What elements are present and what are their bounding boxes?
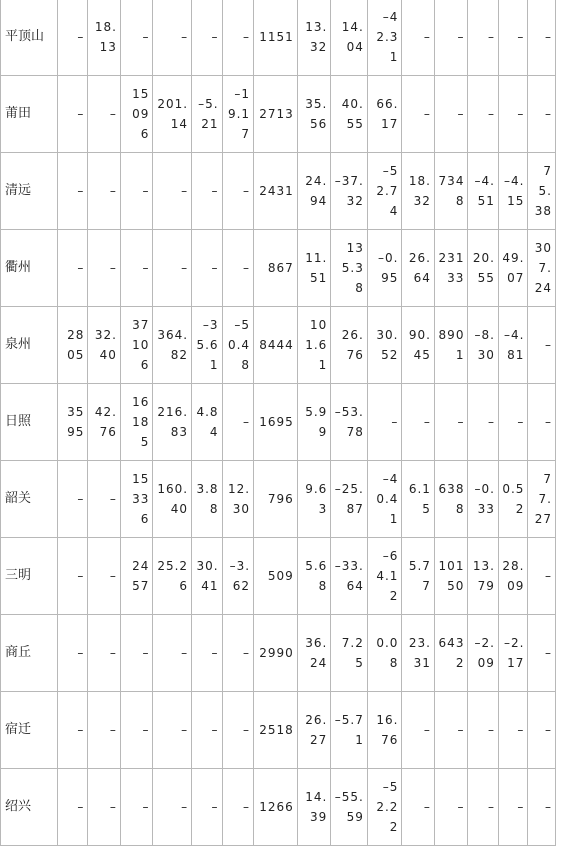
- value-cell: 307.24: [528, 230, 556, 307]
- value-cell: –: [528, 538, 556, 615]
- value-cell: 2990: [254, 615, 298, 692]
- value-cell: –: [153, 769, 192, 846]
- value-cell: 36.24: [297, 615, 331, 692]
- value-cell: –42.31: [367, 0, 402, 76]
- value-cell: 14.39: [297, 769, 331, 846]
- value-cell: –: [222, 692, 254, 769]
- value-cell: –: [88, 615, 121, 692]
- value-cell: –: [468, 769, 498, 846]
- city-name-cell: 商丘: [1, 615, 58, 692]
- value-cell: –25.87: [331, 461, 368, 538]
- value-cell: 26.64: [402, 230, 435, 307]
- value-cell: 2713: [254, 76, 298, 153]
- table-row: [1, 615, 556, 692]
- value-cell: –: [498, 76, 527, 153]
- value-cell: –33.64: [331, 538, 368, 615]
- value-cell: –: [222, 153, 254, 230]
- value-cell: –: [528, 692, 556, 769]
- value-cell: –52.22: [367, 769, 402, 846]
- value-cell: 26.27: [297, 692, 331, 769]
- value-cell: –: [120, 615, 153, 692]
- value-cell: –: [528, 307, 556, 384]
- value-cell: –: [498, 384, 527, 461]
- value-cell: –: [222, 769, 254, 846]
- value-cell: 40.55: [331, 76, 368, 153]
- city-name-cell: 宿迁: [1, 692, 58, 769]
- value-cell: –55.59: [331, 769, 368, 846]
- value-cell: 32.40: [88, 307, 121, 384]
- table-row: [1, 384, 556, 461]
- value-cell: –5.71: [331, 692, 368, 769]
- value-cell: 1266: [254, 769, 298, 846]
- value-cell: 0.52: [498, 461, 527, 538]
- value-cell: –4.15: [498, 153, 527, 230]
- value-cell: –: [192, 615, 222, 692]
- value-cell: –37.32: [331, 153, 368, 230]
- value-cell: 7348: [434, 153, 468, 230]
- value-cell: –: [120, 692, 153, 769]
- value-cell: 14.04: [331, 0, 368, 76]
- value-cell: 77.27: [528, 461, 556, 538]
- value-cell: –0.33: [468, 461, 498, 538]
- city-name-cell: 绍兴: [1, 769, 58, 846]
- value-cell: –: [367, 384, 402, 461]
- table-row: [1, 153, 556, 230]
- value-cell: –: [57, 230, 87, 307]
- value-cell: 2518: [254, 692, 298, 769]
- value-cell: 18.32: [402, 153, 435, 230]
- value-cell: –3.62: [222, 538, 254, 615]
- table-row: [1, 230, 556, 307]
- city-name-cell: 泉州: [1, 307, 58, 384]
- value-cell: –: [222, 230, 254, 307]
- value-cell: 26.76: [331, 307, 368, 384]
- value-cell: –: [528, 769, 556, 846]
- value-cell: –: [434, 76, 468, 153]
- value-cell: 16.76: [367, 692, 402, 769]
- table-row: [1, 538, 556, 615]
- value-cell: –: [192, 230, 222, 307]
- value-cell: 6.15: [402, 461, 435, 538]
- value-cell: –: [88, 769, 121, 846]
- value-cell: –4.81: [498, 307, 527, 384]
- value-cell: –: [192, 0, 222, 76]
- value-cell: –2.17: [498, 615, 527, 692]
- value-cell: –52.74: [367, 153, 402, 230]
- value-cell: –: [402, 769, 435, 846]
- value-cell: 8901: [434, 307, 468, 384]
- city-name-cell: 平顶山: [1, 0, 58, 76]
- value-cell: –: [88, 76, 121, 153]
- table-row: [1, 692, 556, 769]
- value-cell: –: [153, 153, 192, 230]
- value-cell: 5.77: [402, 538, 435, 615]
- value-cell: –: [222, 615, 254, 692]
- value-cell: –: [88, 153, 121, 230]
- value-cell: –: [434, 0, 468, 76]
- value-cell: –: [57, 0, 87, 76]
- value-cell: 49.07: [498, 230, 527, 307]
- value-cell: 135.38: [331, 230, 368, 307]
- value-cell: 8444: [254, 307, 298, 384]
- value-cell: 216.83: [153, 384, 192, 461]
- value-cell: –64.12: [367, 538, 402, 615]
- value-cell: 201.14: [153, 76, 192, 153]
- value-cell: 30.41: [192, 538, 222, 615]
- value-cell: –: [153, 692, 192, 769]
- value-cell: –: [120, 0, 153, 76]
- value-cell: –0.95: [367, 230, 402, 307]
- value-cell: 0.08: [367, 615, 402, 692]
- value-cell: 7.25: [331, 615, 368, 692]
- value-cell: 4.84: [192, 384, 222, 461]
- value-cell: –: [498, 769, 527, 846]
- value-cell: 1151: [254, 0, 298, 76]
- value-cell: –: [192, 153, 222, 230]
- table-body: [1, 0, 556, 846]
- value-cell: 2805: [57, 307, 87, 384]
- value-cell: 35.56: [297, 76, 331, 153]
- value-cell: –: [192, 769, 222, 846]
- table-row: [1, 307, 556, 384]
- value-cell: –: [192, 692, 222, 769]
- value-cell: –: [120, 769, 153, 846]
- value-cell: –2.09: [468, 615, 498, 692]
- value-cell: –: [57, 461, 87, 538]
- value-cell: –4.51: [468, 153, 498, 230]
- value-cell: 66.17: [367, 76, 402, 153]
- value-cell: –: [57, 615, 87, 692]
- value-cell: 364.82: [153, 307, 192, 384]
- value-cell: 6388: [434, 461, 468, 538]
- value-cell: –: [120, 230, 153, 307]
- value-cell: –: [528, 0, 556, 76]
- value-cell: 11.51: [297, 230, 331, 307]
- value-cell: –5.21: [192, 76, 222, 153]
- value-cell: –: [402, 384, 435, 461]
- value-cell: 867: [254, 230, 298, 307]
- value-cell: –: [57, 153, 87, 230]
- value-cell: 5.99: [297, 384, 331, 461]
- value-cell: 25.26: [153, 538, 192, 615]
- table-row: [1, 769, 556, 846]
- value-cell: 3.88: [192, 461, 222, 538]
- value-cell: –53.78: [331, 384, 368, 461]
- value-cell: –: [468, 0, 498, 76]
- value-cell: 16185: [120, 384, 153, 461]
- value-cell: 15336: [120, 461, 153, 538]
- value-cell: 6432: [434, 615, 468, 692]
- value-cell: 13.79: [468, 538, 498, 615]
- value-cell: –: [88, 538, 121, 615]
- value-cell: 28.09: [498, 538, 527, 615]
- value-cell: –: [222, 384, 254, 461]
- value-cell: –8.30: [468, 307, 498, 384]
- value-cell: –: [402, 692, 435, 769]
- value-cell: 796: [254, 461, 298, 538]
- city-name-cell: 莆田: [1, 76, 58, 153]
- city-name-cell: 韶关: [1, 461, 58, 538]
- value-cell: –: [222, 0, 254, 76]
- value-cell: 20.55: [468, 230, 498, 307]
- value-cell: –: [153, 230, 192, 307]
- value-cell: 9.63: [297, 461, 331, 538]
- value-cell: 509: [254, 538, 298, 615]
- value-cell: 15096: [120, 76, 153, 153]
- value-cell: –: [528, 76, 556, 153]
- value-cell: –: [468, 384, 498, 461]
- value-cell: –: [88, 461, 121, 538]
- value-cell: 18.13: [88, 0, 121, 76]
- city-name-cell: 三明: [1, 538, 58, 615]
- value-cell: –: [57, 692, 87, 769]
- value-cell: 13.32: [297, 0, 331, 76]
- value-cell: 37106: [120, 307, 153, 384]
- value-cell: 75.38: [528, 153, 556, 230]
- value-cell: –: [57, 76, 87, 153]
- value-cell: –: [57, 538, 87, 615]
- value-cell: –: [402, 76, 435, 153]
- value-cell: 1695: [254, 384, 298, 461]
- value-cell: 24.94: [297, 153, 331, 230]
- value-cell: –: [153, 0, 192, 76]
- value-cell: 101.61: [297, 307, 331, 384]
- city-name-cell: 日照: [1, 384, 58, 461]
- value-cell: 42.76: [88, 384, 121, 461]
- value-cell: –: [434, 384, 468, 461]
- table-row: [1, 76, 556, 153]
- value-cell: –: [528, 384, 556, 461]
- value-cell: 5.68: [297, 538, 331, 615]
- value-cell: –: [498, 692, 527, 769]
- value-cell: –: [468, 76, 498, 153]
- value-cell: 160.40: [153, 461, 192, 538]
- city-name-cell: 清远: [1, 153, 58, 230]
- value-cell: 23.31: [402, 615, 435, 692]
- value-cell: 90.45: [402, 307, 435, 384]
- value-cell: –40.41: [367, 461, 402, 538]
- value-cell: –: [88, 230, 121, 307]
- table-row: [1, 461, 556, 538]
- value-cell: 10150: [434, 538, 468, 615]
- value-cell: –: [153, 615, 192, 692]
- value-cell: –: [120, 153, 153, 230]
- value-cell: –: [498, 0, 527, 76]
- value-cell: –: [88, 692, 121, 769]
- value-cell: –: [57, 769, 87, 846]
- value-cell: –35.61: [192, 307, 222, 384]
- table-row: [1, 0, 556, 76]
- value-cell: –: [434, 692, 468, 769]
- value-cell: –: [434, 769, 468, 846]
- value-cell: –: [468, 692, 498, 769]
- value-cell: 30.52: [367, 307, 402, 384]
- value-cell: 12.30: [222, 461, 254, 538]
- value-cell: 2431: [254, 153, 298, 230]
- city-name-cell: 衢州: [1, 230, 58, 307]
- value-cell: –19.17: [222, 76, 254, 153]
- value-cell: –: [528, 615, 556, 692]
- value-cell: 2457: [120, 538, 153, 615]
- value-cell: –50.48: [222, 307, 254, 384]
- value-cell: 3595: [57, 384, 87, 461]
- value-cell: 23133: [434, 230, 468, 307]
- value-cell: –: [402, 0, 435, 76]
